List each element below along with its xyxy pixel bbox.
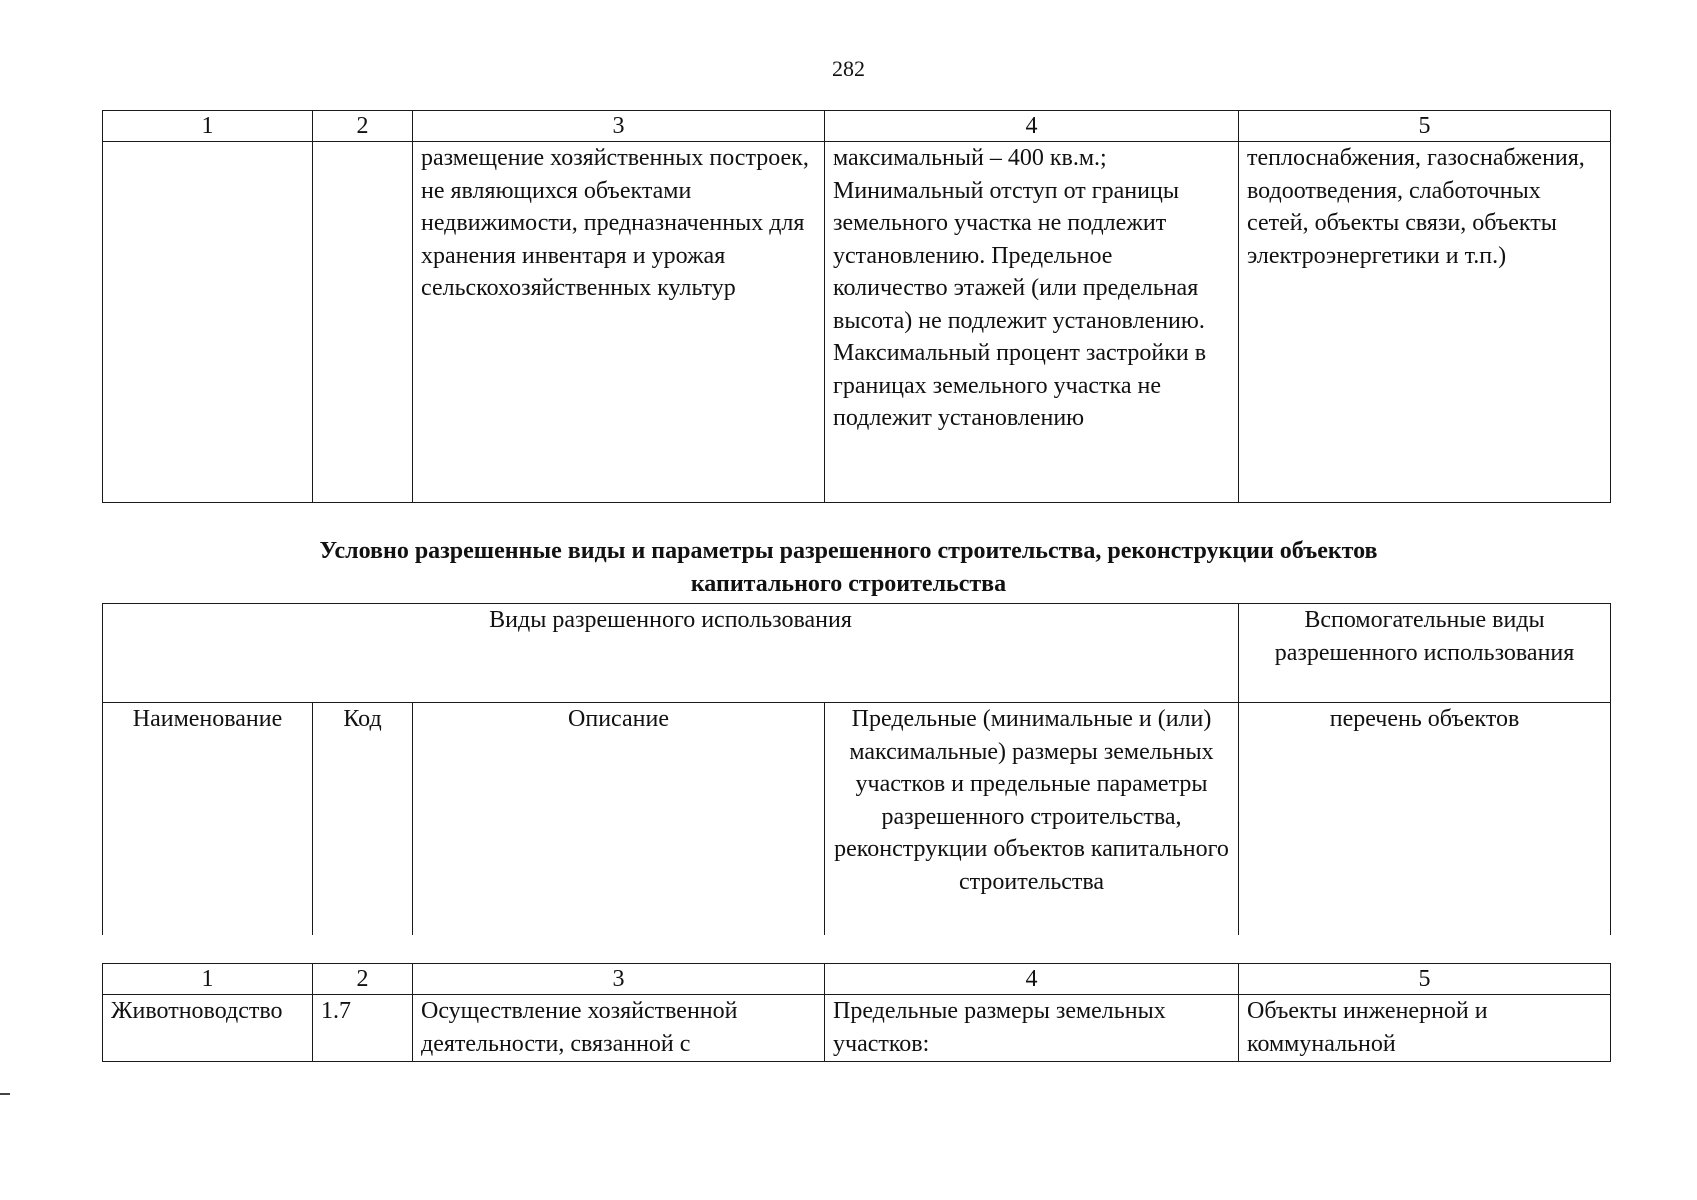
cell-code: [313, 142, 413, 503]
cell-name: [103, 142, 313, 503]
cell-auxiliary: теплоснабжения, газоснабжения, водоотведения, слаботочных сетей, объекты связи, объекты электроэнергетики и т.п.): [1239, 142, 1611, 503]
cell-auxiliary: Объекты инженерной и коммунальной: [1239, 995, 1611, 1062]
cell-name: Животноводство: [103, 995, 313, 1062]
section-title-line2: капитального строительства: [690, 571, 1007, 597]
table-row: [103, 995, 1611, 1062]
table-row: [103, 142, 1611, 503]
cell-description: размещение хозяйственных построек, не являющихся объектами недвижимости, предназначенных для хранения инвентаря и урожая сельскохозяйственных культур: [413, 142, 825, 503]
col-number-4: 4: [825, 964, 1239, 995]
col-number-3: 3: [413, 964, 825, 995]
col-number-1: 1: [103, 964, 313, 995]
cell-parameters: максимальный – 400 кв.м.; Минимальный отступ от границы земельного участка не подлежит установлению. Предельное количество этажей (или предельная высота) не подлежит установлению. Максимальный процент застройки в границах земельного участка не подлежит установлению: [825, 142, 1239, 503]
cell-description: Осуществление хозяйственной деятельности, связанной с: [413, 995, 825, 1062]
col-description-header: Описание: [413, 703, 825, 936]
cell-parameters: Предельные размеры земельных участков:: [825, 995, 1239, 1062]
group-header-row: [103, 604, 1611, 703]
col-number-2: 2: [313, 111, 413, 142]
table-continued: [102, 110, 1611, 503]
col-number-3: 3: [413, 111, 825, 142]
group-header: Виды разрешенного использования: [103, 604, 1239, 703]
cell-code: 1.7: [313, 995, 413, 1062]
col-number-5: 5: [1239, 111, 1611, 142]
scan-edge-mark: [0, 1093, 10, 1095]
col-number-1: 1: [103, 111, 313, 142]
col-number-2: 2: [313, 964, 413, 995]
aux-header: Вспомогательные виды разрешенного использования: [1239, 604, 1611, 703]
section-title: [0, 535, 1697, 601]
table-header-row: [103, 964, 1611, 995]
section-title-line1: Условно разрешенные виды и параметры разрешенного строительства, реконструкции объектов: [319, 538, 1378, 564]
col-parameters-header: Предельные (минимальные и (или) максимальные) размеры земельных участков и предельные параметры разрешенного строительства, реконструкции объектов капитального строительства: [825, 703, 1239, 936]
col-number-5: 5: [1239, 964, 1611, 995]
col-code-header: Код: [313, 703, 413, 936]
table-header-row: [103, 111, 1611, 142]
col-number-4: 4: [825, 111, 1239, 142]
column-header-row: [103, 703, 1611, 936]
table-conditional-body: [102, 963, 1611, 1062]
page-number: 282: [832, 56, 865, 81]
col-auxiliary-header: перечень объектов: [1239, 703, 1611, 936]
table-conditional-header: [102, 603, 1611, 935]
col-name-header: Наименование: [103, 703, 313, 936]
